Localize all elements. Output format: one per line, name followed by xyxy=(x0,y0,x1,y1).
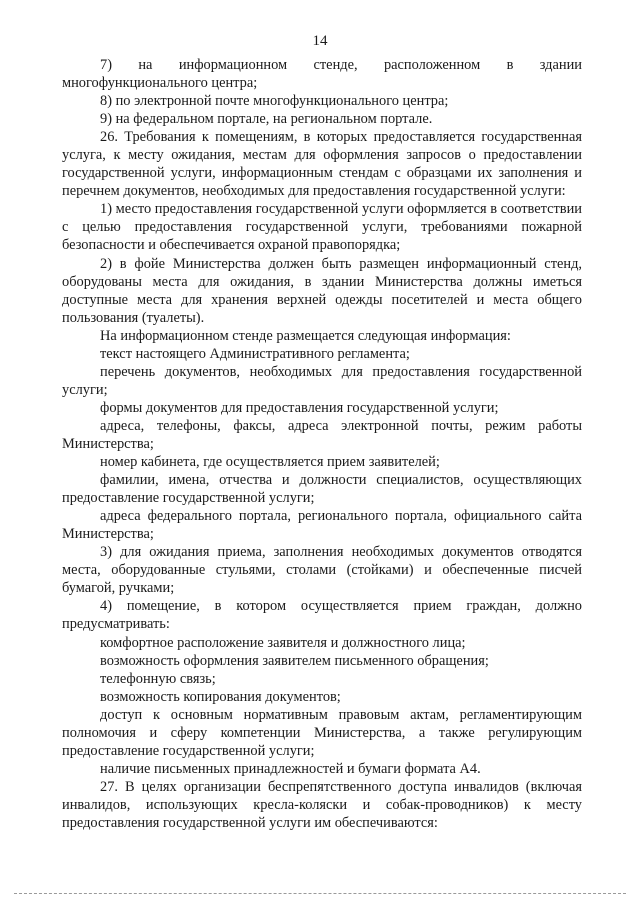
paragraph-stand-info-specialists: фамилии, имена, отчества и должности специалистов, осуществляющих предоставление государственной услуги; xyxy=(62,472,582,507)
paragraph-item-8: 8) по электронной почте многофункционального центра; xyxy=(100,93,449,110)
paragraph-stand-info-portal-addresses: адреса федерального портала, регионального портала, официального сайта Министерства; xyxy=(62,508,582,543)
paragraph-room-copying: возможность копирования документов; xyxy=(100,688,341,705)
paragraph-item-7: 7) на информационном стенде, расположенном в здании многофункционального центра; xyxy=(62,57,582,92)
paragraph-section-26: 26. Требования к помещениям, в которых предоставляется государственная услуга, к месту ожидания, местам для оформления запросов о предоставлении государственной услуги, информационным стендам с образцами их заполнения и перечнем документов, необходимых для предоставления государственной услуги: xyxy=(62,129,582,200)
paragraph-section-27: 27. В целях организации беспрепятственного доступа инвалидов (включая инвалидов, использующих кресла-коляски и собак-проводников) к месту предоставления государственной услуги им обеспечиваются: xyxy=(62,778,582,831)
page-bottom-rule xyxy=(14,893,626,894)
paragraph-26-item-2: 2) в фойе Министерства должен быть размещен информационный стенд, оборудованы места для ожидания, в здании Министерства должны иметься доступные места для хранения верхней одежды посетителей и места общего пользования (туалеты). xyxy=(62,255,582,326)
paragraph-room-written-appeal: возможность оформления заявителем письменного обращения; xyxy=(100,652,489,669)
paragraph-room-stationery: наличие письменных принадлежностей и бумаги формата А4. xyxy=(100,760,481,777)
paragraph-stand-info-office-number: номер кабинета, где осуществляется прием заявителей; xyxy=(100,454,440,471)
paragraph-stand-info-contacts: адреса, телефоны, факсы, адреса электронной почты, режим работы Министерства; xyxy=(62,417,582,452)
paragraph-room-phone: телефонную связь; xyxy=(100,670,216,687)
document-body xyxy=(62,56,582,832)
paragraph-room-comfortable-layout: комфортное расположение заявителя и должностного лица; xyxy=(100,634,466,651)
paragraph-stand-info-documents-list: перечень документов, необходимых для предоставления государственной услуги; xyxy=(62,363,582,398)
paragraph-stand-info-intro: На информационном стенде размещается следующая информация: xyxy=(100,327,511,344)
paragraph-26-item-3: 3) для ожидания приема, заполнения необходимых документов отводятся места, оборудованные стульями, столами (стойками) и обеспеченные писчей бумагой, ручками; xyxy=(62,544,582,597)
paragraph-item-9: 9) на федеральном портале, на региональном портале. xyxy=(100,111,433,128)
paragraph-stand-info-forms: формы документов для предоставления государственной услуги; xyxy=(100,399,499,416)
paragraph-room-legal-acts-access: доступ к основным нормативным правовым актам, регламентирующим полномочия и сферу компетенции Министерства, а также регулирующим предоставление государственной услуги; xyxy=(62,706,582,759)
paragraph-26-item-4: 4) помещение, в котором осуществляется прием граждан, должно предусматривать: xyxy=(62,598,582,633)
paragraph-26-item-1: 1) место предоставления государственной услуги оформляется в соответствии с целью предоставления государственной услуги, требованиями пожарной безопасности и обеспечивается охраной правопорядка; xyxy=(62,201,582,254)
page-number: 14 xyxy=(312,33,328,49)
paragraph-stand-info-regulation-text: текст настоящего Административного регламента; xyxy=(100,345,410,362)
